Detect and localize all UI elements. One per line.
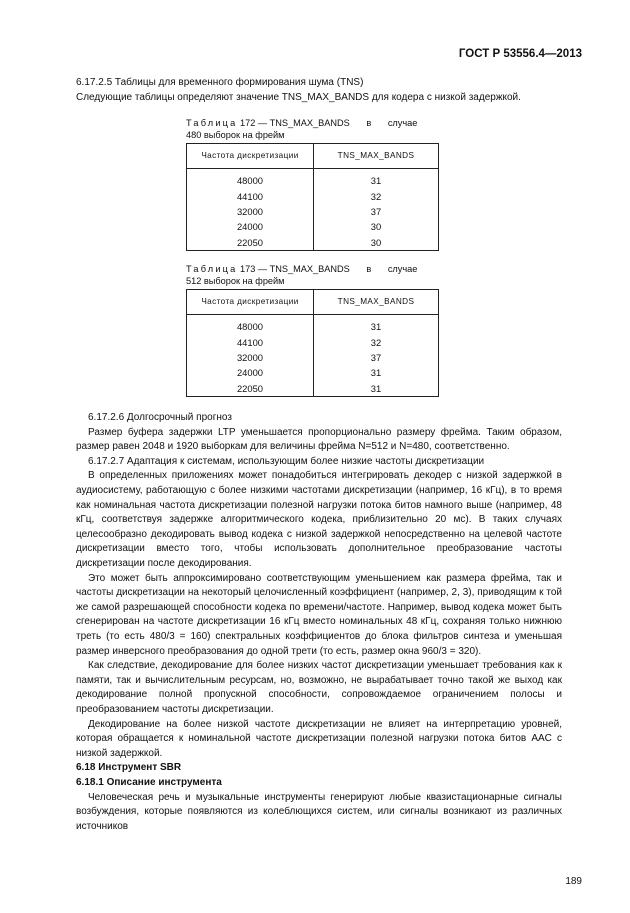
section-6-17-2-5-heading: 6.17.2.5 Таблицы для временного формирования шума (TNS): [76, 77, 364, 88]
sampling-rate-cell: 48000 44100 32000 24000 22050: [187, 315, 314, 397]
section-6-17-2-7-paragraph-1: В определенных приложениях может понадобиться интегрировать декодер с низкой задержкой в аудиосистему, работающую с более низкими частотами дискретизации (например, 16 кГц), в то время как номинальная частота дискретизации полезной нагрузки потока битов намного выше (например, 48 кГц, соответствуя задержке алгоритмического кодека, приблизительно 20 мс). В таких случаях целесообразно декодировать вывод кодека с низкой задержкой непосредственно на целевой частоте дискретизации вместо того, чтобы использовать дополнительное преобразование частоты дискретизации после декодирования.: [76, 470, 562, 570]
section-6-17-2-7-heading: 6.17.2.7 Адаптация к системам, использующим более низкие частоты дискретизации: [88, 455, 485, 467]
section-6-18-1-heading: 6.18.1 Описание инструмента: [76, 776, 222, 788]
sampling-rate-cell: 48000 44100 32000 24000 22050: [187, 169, 314, 251]
standard-code: ГОСТ Р 53556.4—2013: [458, 48, 582, 60]
section-6-18-heading: 6.18 Инструмент SBR: [76, 762, 182, 774]
section-6-18-1-text: Человеческая речь и музыкальные инструменты генерируют любые квазистационарные сигналы возбуждения, которые появляются из колеблющихся систем, или сигналы возникают из различных источников: [76, 791, 562, 832]
column-header-sampling-rate: Частота дискретизации: [187, 290, 314, 315]
tns-max-bands-cell: 31 32 37 31 31: [314, 315, 439, 397]
column-header-tns-max-bands: TNS_MAX_BANDS: [314, 290, 439, 315]
section-6-17-2-7-paragraph-3: Как следствие, декодирование для более низких частот дискретизации уменьшает требования как к памяти, так и вычислительным ресурсам, но, возможно, не вырабатывает точно такой же выход как декодирование полной пропускной способности, сопровождаемое ограничением полосы и преобразованием частоты дискретизации.: [76, 660, 562, 715]
table-row: [187, 169, 439, 251]
section-6-17-2-5-intro: Следующие таблицы определяют значение TNS_MAX_BANDS для кодера с низкой задержкой.: [76, 91, 521, 103]
table-173: [186, 289, 439, 397]
table-172-caption: Таблица 172 — TNS_MAX_BANDS в случае 480 выборок на фрейм: [186, 118, 418, 141]
section-6-17-2-7-paragraph-2: Это может быть аппроксимировано соответствующим уменьшением как размера фрейма, так и частоты дискретизации на некоторый целочисленный коэффициент (например, 2, 3), приводящим к той же самой разрешающей способности кодека по времени/частоте. Например, вывод кодека может быть сгенерирован на частоте дискретизации 16 кГц вместо номинальных 48 кГц, сохраняя только нижнюю треть (то есть 480/3 = 160) спектральных коэффициентов до блока фильтров синтеза и уменьшая размер инверсного преобразования до одной трети (то есть, размер окна 960/3 = 320).: [76, 572, 562, 657]
page-body: [76, 76, 562, 834]
section-6-17-2-7-paragraph-4: Декодирование на более низкой частоте дискретизации не влияет на интерпретацию уровней, которая обращается к номинальной частоте дискретизации полезной нагрузки потока битов AAC с низкой задержкой.: [76, 718, 562, 759]
table-172: [186, 143, 439, 251]
table-173-caption: Таблица 173 — TNS_MAX_BANDS в случае 512 выборок на фрейм: [186, 264, 418, 287]
section-6-17-2-6-text: Размер буфера задержки LTP уменьшается пропорционально размеру фрейма. Таким образом, размер равен 2048 и 1920 выборкам для величины фрейма N=512 и N=480, соответственно.: [76, 426, 562, 453]
table-row: [187, 315, 439, 397]
column-header-sampling-rate: Частота дискретизации: [187, 144, 314, 169]
page-number: 189: [565, 876, 582, 887]
section-6-17-2-6-heading: 6.17.2.6 Долгосрочный прогноз: [88, 412, 232, 424]
tns-max-bands-cell: 31 32 37 30 30: [314, 169, 439, 251]
column-header-tns-max-bands: TNS_MAX_BANDS: [314, 144, 439, 169]
